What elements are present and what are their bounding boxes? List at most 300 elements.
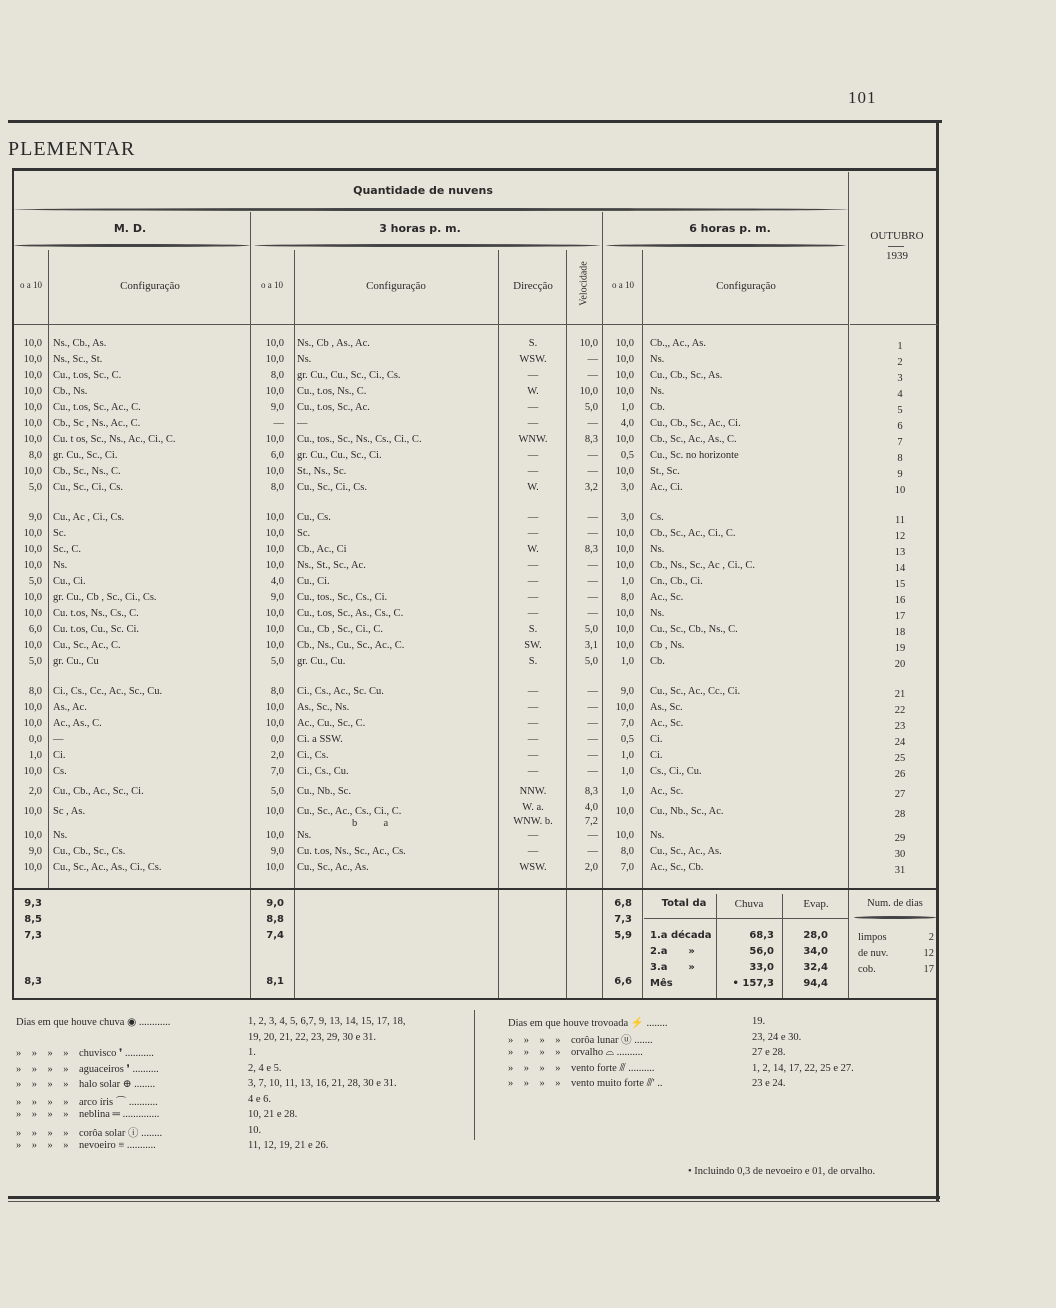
h3-config: — — [297, 418, 308, 429]
h6-config: Ns. — [650, 608, 665, 619]
h3-value: 8,0 — [270, 686, 284, 697]
wind-direction: — — [527, 512, 539, 523]
table-row — [0, 510, 940, 525]
summary-top-rule — [14, 888, 938, 890]
h3-config: Cu., Sc., Ac., As. — [297, 862, 369, 873]
day-number: 9 — [897, 469, 903, 480]
md-value: 9,0 — [28, 846, 42, 857]
month-label: OUTUBRO — [870, 230, 924, 242]
h3-value: 10,0 — [265, 338, 284, 349]
wind-velocity: — — [587, 608, 598, 619]
h6-config: Cu., Sc., Ac., Cc., Ci. — [650, 686, 741, 697]
h6-config: Cu., Sc. no horizonte — [650, 450, 739, 461]
md-config: Cu., Cb., Ac., Sc., Ci. — [53, 786, 144, 797]
table-row — [0, 542, 940, 557]
wind-direction: WSW. — [519, 354, 547, 365]
h3-config: gr. Cu., Cu., Sc., Ci., Cs. — [297, 370, 401, 381]
day-number: 22 — [894, 705, 906, 716]
period-evap: 28,0 — [803, 930, 828, 941]
md-value: 10,0 — [23, 806, 42, 817]
md-config-header: Configuração — [120, 280, 180, 292]
md-config: Cb., Sc , Ns., Ac., C. — [53, 418, 141, 429]
wind-velocity: — — [587, 718, 598, 729]
h6-config: Cb. — [650, 402, 665, 413]
wind-velocity: 5,0 — [584, 624, 598, 635]
md-config: Cu. t os, Sc., Ns., Ac., Ci., C. — [53, 434, 176, 445]
period-rain: 56,0 — [749, 946, 774, 957]
md-value: 8,0 — [28, 686, 42, 697]
table-row — [0, 558, 940, 573]
md-value: 10,0 — [23, 434, 42, 445]
h6-header-rule — [606, 244, 846, 247]
h3-config: gr. Cu., Cu., Sc., Ci. — [297, 450, 382, 461]
h3-value: 10,0 — [265, 806, 284, 817]
wind-direction: NNW. — [519, 786, 547, 797]
phenomenon-label: Dias em que houve trovoada ⚡ ........ — [508, 1018, 668, 1029]
wind-velocity: — — [587, 576, 598, 587]
h3-config: Cu., t.os, Sc., As., Cs., C. — [297, 608, 404, 619]
h6-config: Cu., Cb., Sc., As. — [650, 370, 723, 381]
md-config: Cb., Sc., Ns., C. — [53, 466, 121, 477]
wind-velocity: 5,0 — [584, 402, 598, 413]
table-row — [0, 860, 940, 875]
summary-rule — [782, 894, 783, 998]
phenomenon-days: 3, 7, 10, 11, 13, 16, 21, 28, 30 e 31. — [248, 1078, 397, 1089]
h3-config: Ns., Cb , As., Ac. — [297, 338, 370, 349]
wind-velocity: — — [587, 528, 598, 539]
table-row — [0, 654, 940, 669]
h6-value: 1,0 — [620, 656, 634, 667]
md-config: Cu., Sc., Ac., As., Ci., Cs. — [53, 862, 162, 873]
bottom-rule-thin — [8, 1201, 940, 1202]
h3-config: Cb., Ac., Ci — [297, 544, 347, 555]
day-number: 31 — [894, 865, 906, 876]
table-row — [0, 400, 940, 415]
page-number: 101 — [848, 88, 877, 107]
wind-direction: — — [527, 846, 539, 857]
h6-value: 7,0 — [620, 718, 634, 729]
day-number: 4 — [897, 389, 903, 400]
md-value: 10,0 — [23, 640, 42, 651]
day-number: 2 — [897, 357, 903, 368]
h6-scale-header: o a 10 — [612, 280, 634, 290]
day-number: 24 — [894, 737, 906, 748]
h6-config: Ac., Ci. — [650, 482, 683, 493]
wind-direction: S. — [528, 338, 538, 349]
md-value: 10,0 — [23, 528, 42, 539]
h3-config: Cu., tos., Sc., Cs., Ci. — [297, 592, 388, 603]
days-label: de nuv. — [858, 948, 889, 959]
phenomenon-label: » » » » arco íris ⌒ ........... — [16, 1096, 158, 1108]
md-config: Ns., Sc., St. — [53, 354, 103, 365]
md-value: 5,0 — [28, 576, 42, 587]
md-value: 6,0 — [28, 624, 42, 635]
h6-config: Ns. — [650, 386, 665, 397]
md-header: M. D. — [113, 222, 147, 235]
md-value: 5,0 — [28, 656, 42, 667]
phenomenon-label: » » » » corôa solar ⓘ ........ — [16, 1127, 163, 1139]
table-row — [0, 828, 940, 843]
table-row — [0, 606, 940, 621]
header-bottom-rule — [14, 324, 848, 325]
table-row — [0, 368, 940, 383]
wind-direction: — — [527, 592, 539, 603]
h6-config: Ac., Sc. — [650, 718, 684, 729]
h6-value: 10,0 — [615, 338, 634, 349]
h6-value: 10,0 — [615, 624, 634, 635]
table-row — [0, 590, 940, 605]
md-config: gr. Cu., Cb , Sc., Ci., Cs. — [53, 592, 157, 603]
wind-velocity: — — [587, 830, 598, 841]
h6-config: Cb., Sc., Ac., Ci., C. — [650, 528, 736, 539]
page-heading: PLEMENTAR — [8, 138, 136, 160]
header-bottom-rule — [850, 324, 938, 325]
md-value: 10,0 — [23, 466, 42, 477]
wind-velocity: 2,0 — [584, 862, 598, 873]
direction-header: Direcção — [513, 280, 553, 292]
day-number: 12 — [894, 531, 906, 542]
md-value: 10,0 — [23, 386, 42, 397]
wind-velocity: 8,3 — [584, 786, 598, 797]
day-number: 3 — [897, 373, 903, 384]
h3-value: 6,0 — [270, 450, 284, 461]
wind-velocity: 10,0 — [579, 386, 598, 397]
days-label: limpos — [858, 932, 887, 943]
wind-velocity: — — [587, 466, 598, 477]
h3-config: Cu., Cs. — [297, 512, 331, 523]
md-config: Sc , As. — [53, 806, 86, 817]
h6-value: 10,0 — [615, 466, 634, 477]
h3-config: Cu., Cb , Sc., Ci., C. — [297, 624, 384, 635]
md-config: Cu., t.os, Sc., Ac., C. — [53, 402, 141, 413]
h6-value: 10,0 — [615, 354, 634, 365]
h3-config: Cb., Ns., Cu., Sc., Ac., C. — [297, 640, 405, 651]
h6-value: 1,0 — [620, 576, 634, 587]
phenomenon-label: » » » » chuvisco ❜ ........... — [16, 1048, 154, 1059]
md-average: 8,3 — [24, 976, 42, 987]
md-config: Cu., Ci. — [53, 576, 86, 587]
days-value: 12 — [923, 948, 934, 959]
h3-config: gr. Cu., Cu. — [297, 656, 346, 667]
h3-config: Ci., Cs. — [297, 750, 329, 761]
h6-config: Cb., Ns., Sc., Ac , Ci., C. — [650, 560, 756, 571]
day-number: 27 — [894, 789, 906, 800]
period-label: 2.a » — [650, 946, 695, 957]
md-scale-header: o a 10 — [20, 280, 42, 290]
h3-value: 10,0 — [265, 608, 284, 619]
h6-value: 4,0 — [620, 418, 634, 429]
md-header-rule — [14, 244, 250, 247]
table-row — [0, 464, 940, 479]
wind-velocity: — — [587, 450, 598, 461]
md-value: 10,0 — [23, 718, 42, 729]
period-label: Mês — [650, 978, 673, 989]
md-config: Cu. t.os, Cu., Sc. Ci. — [53, 624, 140, 635]
md-value: 10,0 — [23, 338, 42, 349]
phenomenon-days: 27 e 28. — [752, 1047, 786, 1058]
days-value: 2 — [928, 932, 934, 943]
md-config: Cu., Sc., Ac., C. — [53, 640, 121, 651]
md-value: 10,0 — [23, 370, 42, 381]
h6-value: 10,0 — [615, 528, 634, 539]
h6-value: 8,0 — [620, 592, 634, 603]
days-title-rule — [854, 916, 936, 919]
md-config: Sc. — [53, 528, 67, 539]
md-config: Ac., As., C. — [53, 718, 102, 729]
table-row — [0, 526, 940, 541]
md-value: 2,0 — [28, 786, 42, 797]
wind-velocity: 3,1 — [584, 640, 598, 651]
days-label: cob. — [858, 964, 876, 975]
h3-config: Ns. — [297, 354, 312, 365]
phenomena-divider — [474, 1010, 475, 1140]
period-rain: • 157,3 — [732, 978, 774, 989]
h6-config: Ns. — [650, 830, 665, 841]
phenomenon-days: 19, 20, 21, 22, 23, 29, 30 e 31. — [248, 1031, 377, 1043]
phenomenon-label: » » » » aguaceiros ❜ .......... — [16, 1063, 159, 1075]
wind-velocity: 3,2 — [584, 482, 598, 493]
md-value: 10,0 — [23, 592, 42, 603]
day-number: 28 — [894, 809, 906, 820]
h3-config: Cu., tos., Sc., Ns., Cs., Ci., C. — [297, 434, 422, 445]
phenomenon-label: » » » » nevoeiro ≡ ........... — [16, 1140, 156, 1151]
day-number: 23 — [894, 721, 906, 732]
day-number: 21 — [894, 689, 906, 700]
wind-direction: WNW. b. — [513, 816, 553, 827]
h6-average: 5,9 — [614, 930, 632, 941]
md-config: As., Ac. — [53, 702, 87, 713]
md-average: 9,3 — [24, 898, 42, 909]
md-config: Cu., t.os, Sc., C. — [53, 370, 122, 381]
md-config: — — [53, 734, 64, 745]
h3-value: 2,0 — [270, 750, 284, 761]
wind-direction: WNW. — [518, 434, 548, 445]
h3-value: 10,0 — [265, 434, 284, 445]
wind-direction: W. — [527, 386, 539, 397]
wind-direction: W. a. — [522, 802, 544, 813]
day-number: 17 — [894, 611, 906, 622]
table-row — [0, 384, 940, 399]
md-average: 8,5 — [24, 914, 42, 925]
total-label: Total da — [661, 898, 707, 909]
wind-direction: — — [527, 734, 539, 745]
wind-direction: — — [527, 560, 539, 571]
period-label: 1.a década — [650, 930, 712, 941]
h3-config-header: Configuração — [366, 280, 426, 292]
h3-config: Ns., St., Sc., Ac. — [297, 560, 366, 571]
h3-config: St., Ns., Sc. — [297, 466, 347, 477]
wind-velocity: — — [587, 418, 598, 429]
h3-value: 9,0 — [270, 592, 284, 603]
wind-direction: — — [527, 830, 539, 841]
wind-direction: — — [527, 528, 539, 539]
wind-velocity: 5,0 — [584, 656, 598, 667]
h6-value: 10,0 — [615, 544, 634, 555]
md-value: 5,0 — [28, 482, 42, 493]
phenomenon-days: 1, 2, 3, 4, 5, 6,7, 9, 13, 14, 15, 17, 18, — [248, 1016, 406, 1027]
wind-direction: SW. — [524, 640, 542, 651]
wind-direction: — — [527, 718, 539, 729]
day-number: 20 — [894, 659, 906, 670]
h6-value: 10,0 — [615, 434, 634, 445]
md-config: Cs. — [53, 766, 67, 777]
phenomenon-days: 23, 24 e 30. — [752, 1031, 802, 1043]
wind-direction: W. — [527, 544, 539, 555]
table-row — [0, 448, 940, 463]
wind-direction: — — [527, 450, 539, 461]
h3-config: Cu., t.os, Sc., Ac. — [297, 402, 370, 413]
h3-value: 10,0 — [265, 718, 284, 729]
h6-average: 7,3 — [614, 914, 632, 925]
h3-value: 0,0 — [270, 734, 284, 745]
period-evap: 94,4 — [803, 978, 828, 989]
h6-value: 10,0 — [615, 702, 634, 713]
phenomenon-label: » » » » corôa lunar ⓤ ....... — [508, 1034, 653, 1046]
wind-direction: — — [527, 466, 539, 477]
h6-config: Cs., Ci., Cu. — [650, 766, 702, 777]
h3-average: 9,0 — [266, 898, 284, 909]
period-label: 3.a » — [650, 962, 695, 973]
h3-value: — — [273, 418, 284, 429]
h3-value: 7,0 — [270, 766, 284, 777]
table-row — [0, 732, 940, 747]
day-number: 14 — [894, 563, 906, 574]
wind-velocity: — — [587, 370, 598, 381]
md-config: Cu. t.os, Ns., Cs., C. — [53, 608, 139, 619]
wind-velocity: 8,3 — [584, 544, 598, 555]
h6-config: Cb. — [650, 656, 665, 667]
md-config: Sc., C. — [53, 544, 82, 555]
md-config: Ci., Cs., Cc., Ac., Sc., Cu. — [53, 686, 163, 697]
md-average: 7,3 — [24, 930, 42, 941]
h6-value: 1,0 — [620, 750, 634, 761]
day-number: 11 — [894, 515, 906, 526]
h6-value: 10,0 — [615, 608, 634, 619]
h6-config: Ci. — [650, 734, 663, 745]
wind-direction: — — [527, 766, 539, 777]
h6-config: Cb., Sc., Ac., As., C. — [650, 434, 737, 445]
h3-average: 8,8 — [266, 914, 284, 925]
wind-direction: — — [527, 370, 539, 381]
md-config: Ns., Cb., As. — [53, 338, 107, 349]
day-number: 16 — [894, 595, 906, 606]
h6-config: Ns. — [650, 354, 665, 365]
day-number: 26 — [894, 769, 906, 780]
phenomenon-label: » » » » vento muito forte ⫻' .. — [508, 1078, 663, 1089]
md-value: 10,0 — [23, 862, 42, 873]
h3-value: 5,0 — [270, 786, 284, 797]
h6-value: 9,0 — [620, 686, 634, 697]
table-row — [0, 336, 940, 351]
table-row — [0, 416, 940, 431]
day-number: 25 — [894, 753, 906, 764]
wind-direction: — — [527, 402, 539, 413]
evap-header: Evap. — [803, 898, 829, 910]
h3-config: Ci., Cs., Ac., Sc. Cu. — [297, 686, 384, 697]
h6-value: 10,0 — [615, 830, 634, 841]
md-config: gr. Cu., Cu — [53, 656, 99, 667]
table-row — [0, 480, 940, 495]
h3-config: As., Sc., Ns. — [297, 702, 350, 713]
table-row — [0, 716, 940, 731]
h6-header: 6 horas p. m. — [689, 222, 771, 235]
h3-value: 10,0 — [265, 702, 284, 713]
wind-velocity: 10,0 — [579, 338, 598, 349]
wind-direction: — — [527, 702, 539, 713]
period-rain: 68,3 — [749, 930, 774, 941]
h6-value: 10,0 — [615, 806, 634, 817]
period-rain: 33,0 — [749, 962, 774, 973]
h3-value: 10,0 — [265, 386, 284, 397]
h3-config: Ci. a SSW. — [297, 734, 343, 745]
md-config: Cb., Ns. — [53, 386, 88, 397]
h6-config: As., Sc. — [650, 702, 683, 713]
wind-velocity: — — [587, 354, 598, 365]
h6-value: 1,0 — [620, 402, 634, 413]
h6-config-header: Configuração — [716, 280, 776, 292]
h6-config: Cn., Cb., Ci. — [650, 576, 703, 587]
h3-scale-header: o a 10 — [261, 280, 283, 290]
h6-config: Cs. — [650, 512, 664, 523]
table-row — [0, 700, 940, 715]
h3-value: 10,0 — [265, 640, 284, 651]
table-row — [0, 748, 940, 763]
wind-velocity: — — [587, 592, 598, 603]
h6-config: Cu., Sc., Ac., As. — [650, 846, 722, 857]
h3-config: Cu. t.os, Ns., Sc., Ac., Cs. — [297, 846, 406, 857]
day-number: 5 — [897, 405, 903, 416]
h3-value: 10,0 — [265, 354, 284, 365]
h3-value: 4,0 — [270, 576, 284, 587]
md-value: 10,0 — [23, 830, 42, 841]
month-dash — [888, 246, 904, 247]
h6-config: Ci. — [650, 750, 663, 761]
md-value: 0,0 — [28, 734, 42, 745]
wind-velocity: — — [587, 734, 598, 745]
wind-direction: — — [527, 608, 539, 619]
wind-velocity: 8,3 — [584, 434, 598, 445]
h3-config: Cu., Sc., Ac., Cs., Ci., C. — [297, 806, 402, 817]
wind-direction: — — [527, 686, 539, 697]
md-value: 10,0 — [23, 608, 42, 619]
wind-direction: WSW. — [519, 862, 547, 873]
h3-config: Ns. — [297, 830, 312, 841]
h3-config: Cu., Ci. — [297, 576, 330, 587]
phenomenon-days: 4 e 6. — [248, 1093, 272, 1105]
h6-value: 10,0 — [615, 370, 634, 381]
md-value: 10,0 — [23, 544, 42, 555]
wind-velocity: — — [587, 702, 598, 713]
h6-average: 6,8 — [614, 898, 632, 909]
md-value: 10,0 — [23, 402, 42, 413]
day-number: 29 — [894, 833, 906, 844]
footnote: • Incluindo 0,3 de nevoeiro e 01, de orvalho. — [688, 1166, 876, 1177]
h6-value: 3,0 — [620, 512, 634, 523]
md-config: Ci. — [53, 750, 66, 761]
summary-rule — [716, 894, 717, 998]
phenomenon-days: 19. — [752, 1016, 766, 1027]
phenomenon-days: 10. — [248, 1124, 262, 1136]
wind-velocity: — — [587, 846, 598, 857]
days-title: Num. de dias — [867, 898, 923, 909]
h3-value: 10,0 — [265, 466, 284, 477]
h3-config-subscript: b a — [352, 818, 389, 829]
phenomenon-days: 1, 2, 14, 17, 22, 25 e 27. — [752, 1062, 854, 1074]
year-label: 1939 — [886, 250, 908, 262]
phenomenon-days: 1. — [248, 1047, 256, 1058]
h6-value: 8,0 — [620, 846, 634, 857]
wind-velocity: — — [587, 766, 598, 777]
